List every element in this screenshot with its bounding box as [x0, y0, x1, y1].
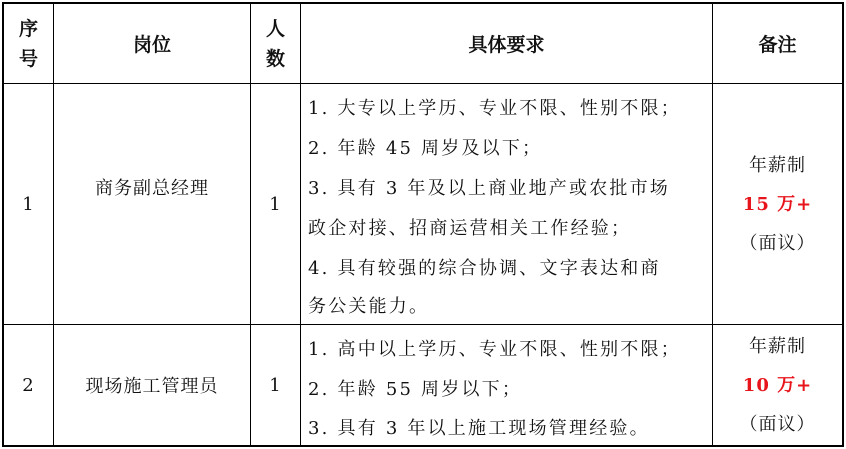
row2-note-salary-type: 年薪制 [749, 335, 806, 357]
row2-count: 1 [269, 374, 282, 396]
row1-requirement-line: 4. 具有较强的综合协调、文字表达和商 [308, 258, 661, 279]
header-count-char2: 数 [265, 47, 285, 70]
table-border-bottom [2, 445, 844, 447]
row1-note [713, 84, 842, 324]
row2-note-salary-amount: 10 万+ [742, 374, 813, 396]
row1-requirement-line: 3. 具有 3 年及以上商业地产或农批市场 [308, 178, 670, 199]
row1-note-salary-amount: 15 万+ [742, 193, 813, 215]
row2-note [713, 325, 842, 445]
row1-note-negotiable: （面议） [739, 232, 816, 254]
header-seq [4, 4, 53, 83]
header-count [251, 4, 300, 83]
row1-count: 1 [269, 193, 282, 215]
header-requirements: 具体要求 [468, 34, 545, 56]
row1-requirement-line: 2. 年龄 45 周岁及以下； [308, 138, 543, 159]
header-seq-char2: 号 [18, 47, 38, 70]
row2-position: 现场施工管理员 [85, 376, 219, 397]
header-count-char1: 人 [265, 17, 285, 40]
row1-note-salary-type: 年薪制 [749, 154, 806, 176]
header-position: 岗位 [132, 34, 171, 56]
row2-requirement-line: 3. 具有 3 年以上施工现场管理经验。 [308, 418, 650, 439]
row2-note-negotiable: （面议） [739, 413, 816, 435]
row2-requirement-line: 1. 高中以上学历、专业不限、性别不限； [308, 339, 681, 360]
header-note: 备注 [758, 34, 797, 56]
row2-requirement-line: 2. 年龄 55 周岁以下； [308, 379, 523, 400]
row1-requirement-line: 1. 大专以上学历、专业不限、性别不限； [308, 98, 681, 119]
row2-seq: 2 [22, 374, 35, 396]
row1-requirement-line: 务公关能力。 [308, 296, 430, 317]
header-seq-char1: 序 [18, 17, 38, 40]
row1-requirement-line: 政企对接、招商运营相关工作经验； [308, 218, 632, 239]
row1-seq: 1 [22, 193, 35, 215]
table-border-right [842, 2, 844, 447]
row1-position: 商务副总经理 [95, 178, 209, 199]
